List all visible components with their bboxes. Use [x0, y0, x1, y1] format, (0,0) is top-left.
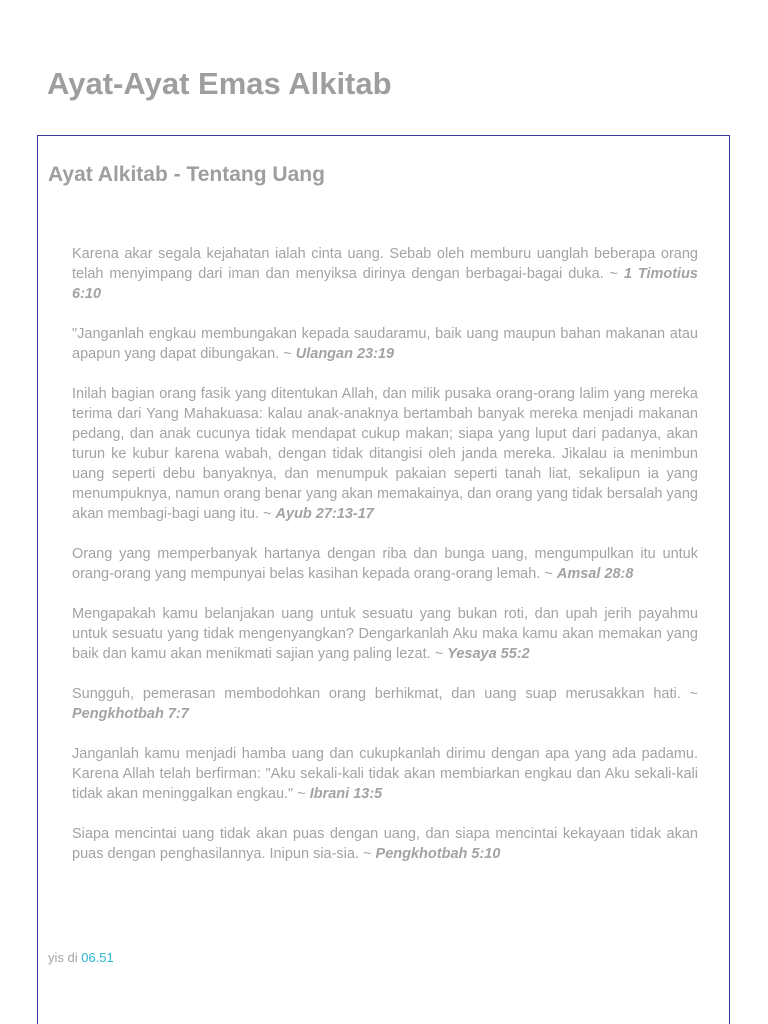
- post-footer: [48, 950, 114, 965]
- verse-text: Inilah bagian orang fasik yang ditentukan Allah, dan milik pusaka orang-orang lalim yang mereka terima dari Yang Mahakuasa: kalau anak-anaknya bertambah banyak mereka menjadi makanan pedang, dan anak cucunya tidak mendapat cukup makan; siapa yang luput dari padanya, akan turun ke kubur karena wabah, dengan tidak ditangisi oleh janda mereka. Jikalau ia menimbun uang seperti debu banyaknya, dan menumpuk pakaian seperti tanah liat, sekalipun ia yang menumpuknya, namun orang benar yang akan memakainya, dan orang yang tidak bersalah yang akan membagi-bagi uang itu. ~: [72, 386, 698, 522]
- verse-reference: Pengkhotbah 7:7: [72, 706, 189, 722]
- verse-paragraph: [72, 604, 698, 664]
- post-container: [37, 135, 730, 1024]
- verse-reference: Ulangan 23:19: [295, 346, 395, 362]
- verse-reference: 1 Timotius 6:10: [72, 266, 698, 302]
- verse-paragraph: [72, 744, 698, 804]
- verse-reference: Pengkhotbah 5:10: [375, 846, 501, 862]
- verse-text: Sungguh, pemerasan membodohkan orang berhikmat, dan uang suap merusakkan hati. ~: [72, 686, 698, 702]
- verse-text: Karena akar segala kejahatan ialah cinta uang. Sebab oleh memburu uanglah beberapa orang telah menyimpang dari iman dan menyiksa dirinya dengan berbagai-bagai duka. ~: [72, 246, 698, 282]
- verse-text: Janganlah kamu menjadi hamba uang dan cukupkanlah dirimu dengan apa yang ada padamu. Karena Allah telah berfirman: "Aku sekali-kali tidak akan membiarkan engkau dan Aku sekali-kali tidak akan meninggalkan engkau." ~: [72, 746, 698, 802]
- site-title[interactable]: Ayat-Ayat Emas Alkitab: [47, 66, 392, 101]
- verse-text: Mengapakah kamu belanjakan uang untuk sesuatu yang bukan roti, dan upah jerih payahmu untuk sesuatu yang tidak mengenyangkan? Dengarkanlah Aku maka kamu akan memakan yang baik dan kamu akan menikmati sajian yang paling lezat. ~: [72, 606, 698, 662]
- post-title[interactable]: Ayat Alkitab - Tentang Uang: [48, 163, 325, 186]
- verse-paragraph: [72, 384, 698, 524]
- verse-reference: Ayub 27:13-17: [275, 506, 374, 522]
- post-body: [72, 244, 698, 884]
- verse-reference: Amsal 28:8: [556, 566, 634, 582]
- verse-text: "Janganlah engkau membungakan kepada saudaramu, baik uang maupun bahan makanan atau apapun yang dapat dibungakan. ~: [72, 326, 698, 362]
- verse-text: Orang yang memperbanyak hartanya dengan riba dan bunga uang, mengumpulkan itu untuk orang-orang yang mempunyai belas kasihan kepada orang-orang lemah. ~: [72, 546, 698, 582]
- post-author: yis di: [48, 950, 82, 965]
- verse-paragraph: [72, 244, 698, 304]
- verse-paragraph: [72, 324, 698, 364]
- verse-reference: Yesaya 55:2: [447, 646, 530, 662]
- verse-paragraph: [72, 824, 698, 864]
- post-timestamp-link[interactable]: 06.51: [81, 950, 114, 965]
- verse-reference: Ibrani 13:5: [309, 786, 383, 802]
- verse-text: Siapa mencintai uang tidak akan puas dengan uang, dan siapa mencintai kekayaan tidak akan puas dengan penghasilannya. Inipun sia-sia. ~: [72, 826, 698, 862]
- verse-paragraph: [72, 684, 698, 724]
- verse-paragraph: [72, 544, 698, 584]
